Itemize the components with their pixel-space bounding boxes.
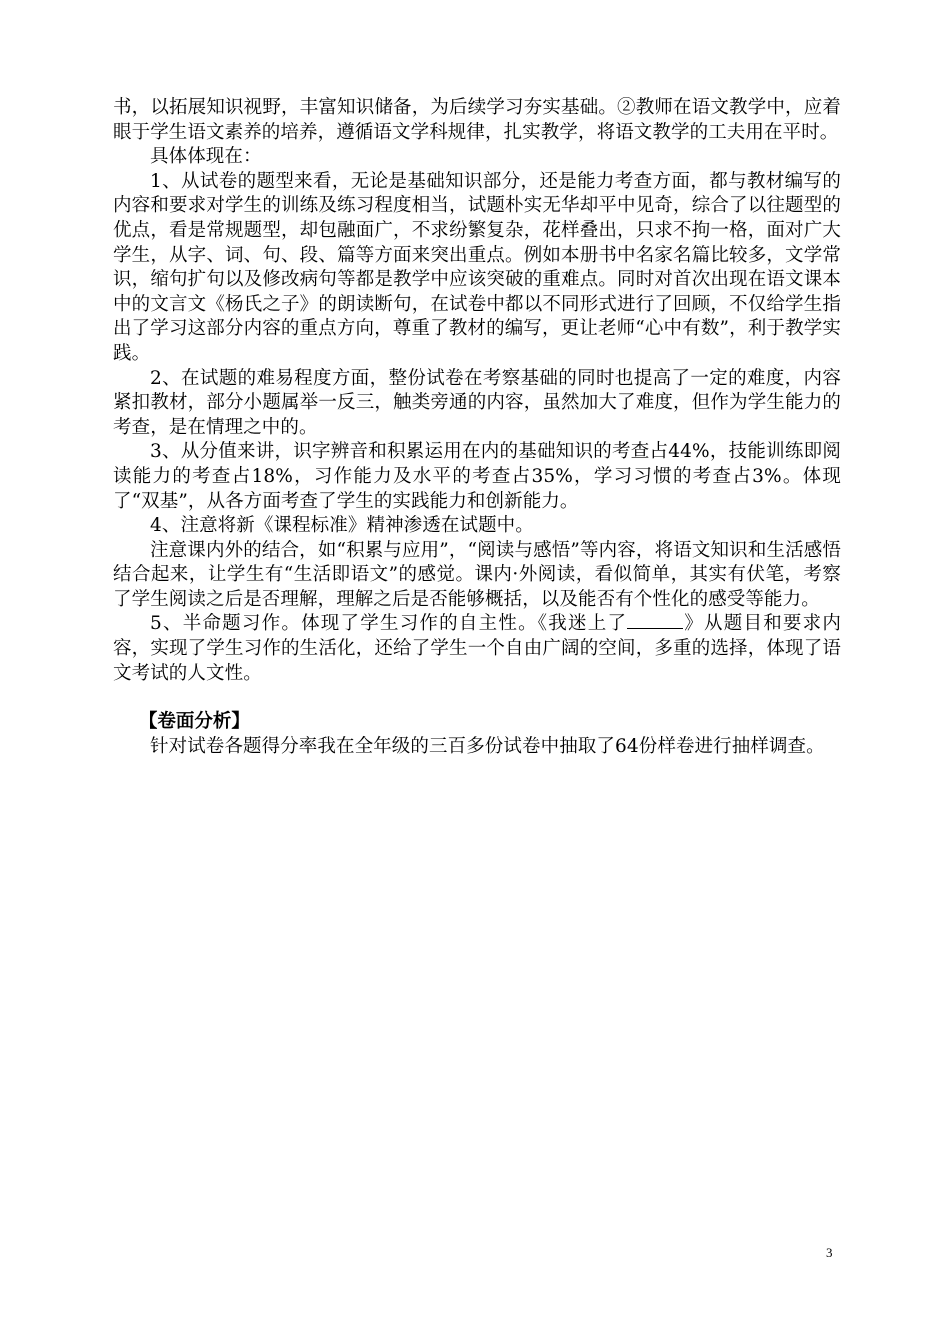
document-body	[113, 96, 841, 759]
fill-in-blank	[627, 612, 683, 629]
page-number: 3	[826, 1245, 833, 1260]
paragraph-continuation: 书，以拓展知识视野，丰富知识储备，为后续学习夯实基础。②教师在语文教学中，应着眼于学生语文素养的培养，遵循语文学科规律，扎实教学，将语文教学的工夫用在平时。	[113, 97, 841, 143]
paragraph-point-2: 2、在试题的难易程度方面，整份试卷在考察基础的同时也提高了一定的难度，内容紧扣教材，部分小题属举一反三，触类旁通的内容，虽然加大了难度，但作为学生能力的考查，是在情理之中的。	[113, 367, 841, 438]
section-heading-paper-analysis: 【卷面分析】	[138, 711, 250, 733]
point-5-text-before: 5、半命题习作。体现了学生习作的自主性。《我迷上了	[150, 613, 628, 635]
paragraph-point-5	[113, 612, 841, 686]
paragraph-point-3: 3、从分值来讲，识字辨音和积累运用在内的基础知识的考查占44%，技能训练即阅读能力的考查占18%，习作能力及水平的考查占35%，学习习惯的考查占3%。体现了“双基”，从各方面考查了学生的实践能力和创新能力。	[113, 441, 841, 512]
point-5-text-after: 》从题目和要求内容，实现了学生习作的生活化，还给了学生一个自由广阔的空间，多重的选择，体现了语文考试的人文性。	[113, 613, 841, 684]
paragraph-point-4-detail: 注意课内外的结合，如“积累与应用”，“阅读与感悟”等内容，将语文知识和生活感悟结合起来，让学生有“生活即语文”的感觉。课内·外阅读，看似简单，其实有伏笔，考察了学生阅读之后是否理解，理解之后是否能够概括，以及能否有个性化的感受等能力。	[113, 539, 841, 610]
paragraph-paper-analysis: 针对试卷各题得分率我在全年级的三百多份试卷中抽取了64份样卷进行抽样调查。	[150, 735, 825, 757]
paragraph-point-4: 4、注意将新《课程标准》精神渗透在试题中。	[150, 515, 534, 537]
paragraph-specifics-intro: 具体体现在：	[150, 146, 262, 168]
paragraph-point-1: 1、从试卷的题型来看，无论是基础知识部分，还是能力考查方面，都与教材编写的内容和要求对学生的训练及练习程度相当，试题朴实无华却平中见奇，综合了以往题型的优点，看是常规题型，却包融面广，不求纷繁复杂，花样叠出，只求不拘一格，面对广大学生，从字、词、句、段、篇等方面来突出重点。例如本册书中名家名篇比较多，文学常识，缩句扩句以及修改病句等都是教学中应该突破的重难点。同时对首次出现在语文课本中的文言文《杨氏之子》的朗读断句，在试卷中都以不同形式进行了回顾，不仅给学生指出了学习这部分内容的重点方向，尊重了教材的编写，更让老师“心中有数”，利于教学实践。	[113, 170, 841, 364]
